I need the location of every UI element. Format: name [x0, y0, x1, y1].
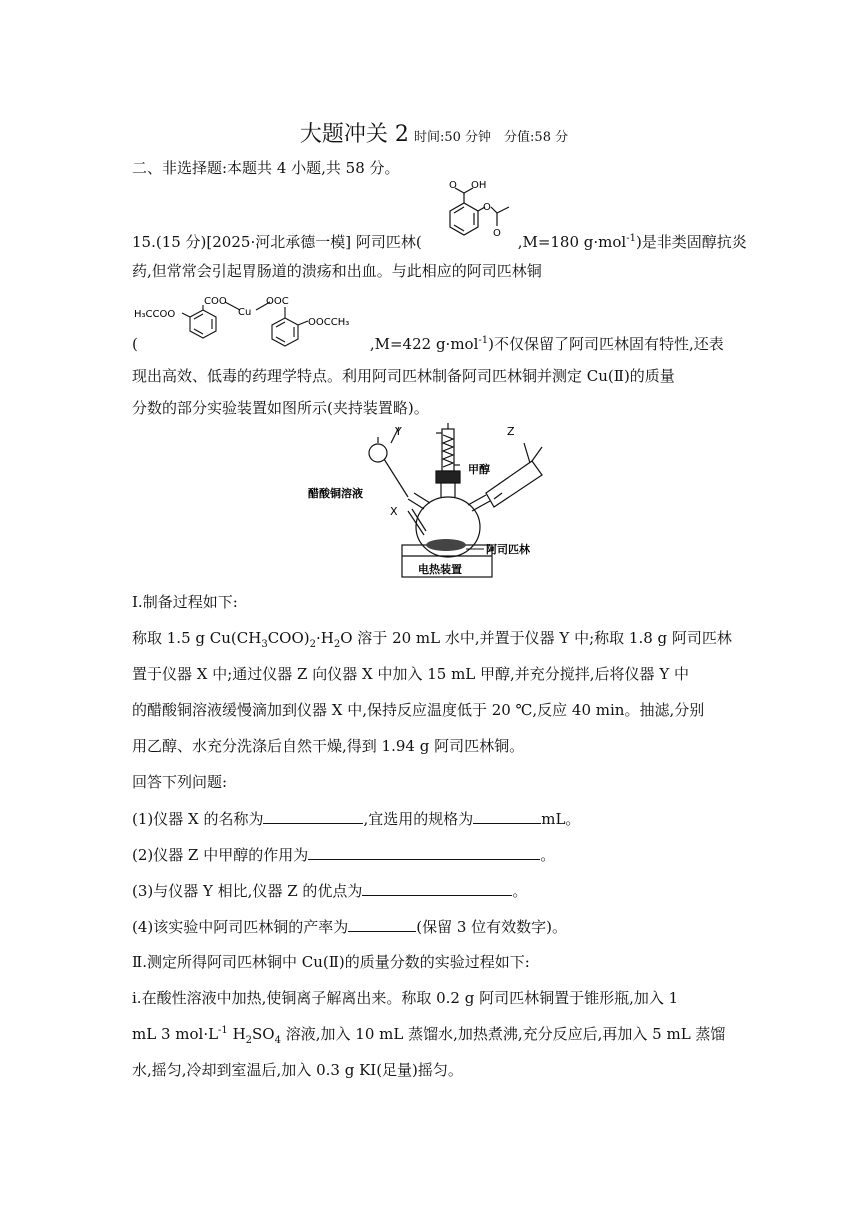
page-title [0, 117, 868, 148]
part1-line4: 用乙醇、水充分洗涤后自然干燥,得到 1.94 g 阿司匹林铜。 [132, 737, 525, 755]
question-2 [132, 844, 555, 865]
q1-blank-size[interactable] [473, 808, 541, 824]
label-cu-acetate: 醋酸铜溶液 [308, 487, 363, 500]
label-methanol: 甲醇 [468, 463, 490, 476]
q15-line3-tail: )不仅保留了阿司匹林固有特性,还表 [488, 335, 724, 353]
cu-right-label: OOCCH₃ [308, 317, 350, 328]
q15-line3 [132, 334, 724, 354]
part2-heading: Ⅱ.测定所得阿司匹林铜中 Cu(Ⅱ)的质量分数的实验过程如下: [132, 953, 530, 971]
part2-line2-d: 溶液,加入 10 mL 蒸馏水,加热煮沸,充分反应后,再加入 5 mL 蒸馏 [280, 1025, 726, 1043]
q15-line1-suffix: ,M=180 g·mol [517, 233, 627, 251]
q15-line5: 分数的部分实验装置如图所示(夹持装置略)。 [132, 399, 429, 417]
q15-line3-prefix: ( [132, 335, 138, 353]
cu-left-label: H₃CCOO [134, 309, 176, 320]
q15-line4: 现出高效、低毒的药理学特点。利用阿司匹林制备阿司匹林铜并测定 Cu(Ⅱ)的质量 [132, 367, 675, 385]
part2-line2 [132, 1024, 725, 1044]
q2-text-b: 。 [540, 846, 556, 864]
aspirin-o-label: O [449, 180, 457, 191]
q15-line3-sup: -1 [478, 335, 489, 346]
part1-line1-a: 称取 1.5 g Cu(CH [132, 629, 262, 647]
part2-line2-sup: -1 [218, 1025, 228, 1036]
q3-text-b: 。 [512, 882, 528, 900]
q15-line1-sup: -1 [626, 233, 636, 244]
part1-line1-sub2: 2 [309, 639, 316, 650]
q15-line1-prefix: 15.(15 分)[2025·河北承德一模] 阿司匹林( [132, 233, 422, 251]
part1-line1-sub1: 3 [261, 639, 268, 650]
label-z: Z [507, 425, 515, 438]
question-1 [132, 808, 580, 829]
part1-line2: 置于仪器 X 中;通过仪器 Z 向仪器 X 中加入 15 mL 甲醇,并充分搅拌,后将仪器 Y 中 [132, 665, 689, 683]
answer-intro: 回答下列问题: [132, 773, 228, 791]
q15-line3-suffix: ,M=422 g·mol [369, 335, 479, 353]
q4-blank[interactable] [348, 916, 416, 932]
part2-line3: 水,摇匀,冷却到室温后,加入 0.3 g KI(足量)摇匀。 [132, 1061, 463, 1079]
part1-line3: 的醋酸铜溶液缓慢滴加到仪器 X 中,保持反应温度低于 20 ℃,反应 40 min。抽滤,分别 [132, 701, 705, 719]
apparatus-diagram [296, 423, 596, 583]
q4-text-b: (保留 3 位有效数字)。 [416, 918, 568, 936]
cu-coo-label: COO [204, 296, 227, 307]
part1-line1-e: ·H [316, 629, 334, 647]
part1-line1-sub3: 2 [333, 639, 341, 650]
q2-text-a: (2)仪器 Z 中甲醇的作用为 [132, 846, 309, 864]
q4-text-a: (4)该实验中阿司匹林铜的产率为 [132, 918, 349, 936]
question-3 [132, 880, 527, 901]
q1-text-a: (1)仪器 X 的名称为 [132, 810, 264, 828]
part2-line2-sub1: 2 [245, 1035, 253, 1046]
part1-line1-g: O 溶于 20 mL 水中,并置于仪器 Y 中;称取 1.8 g 阿司匹林 [340, 629, 732, 647]
title-main: 大题冲关 2 [299, 122, 409, 147]
label-aspirin: 阿司匹林 [486, 543, 530, 556]
q15-line2: 药,但常常会引起胃肠道的溃疡和出血。与此相应的阿司匹林铜 [132, 262, 542, 280]
part2-line2-c: SO [252, 1025, 275, 1043]
section-header: 二、非选择题:本题共 4 小题,共 58 分。 [132, 159, 400, 177]
label-x: X [390, 505, 398, 518]
q1-blank-name[interactable] [263, 808, 363, 824]
q1-text-b: ,宜选用的规格为 [363, 810, 474, 828]
aspirin-oh-label: OH [471, 180, 487, 191]
part2-line2-b: H [227, 1025, 246, 1043]
part1-line1 [132, 628, 732, 648]
part1-heading: Ⅰ.制备过程如下: [132, 593, 238, 611]
q15-line1 [132, 232, 747, 252]
question-4 [132, 916, 567, 937]
title-meta: 时间:50 分钟 分值:58 分 [413, 130, 569, 145]
part1-line1-c: COO) [267, 629, 310, 647]
part2-line1: ⅰ.在酸性溶液中加热,使铜离子解离出来。称取 0.2 g 阿司匹林铜置于锥形瓶,加入 1 [132, 989, 679, 1007]
q15-line1-tail: )是非类固醇抗炎 [635, 233, 747, 251]
cu-center-label: Cu [238, 307, 252, 318]
part2-line2-sub2: 4 [274, 1035, 281, 1046]
q1-text-c: mL。 [541, 810, 581, 828]
q2-blank[interactable] [308, 844, 540, 860]
aspirin-carbonyl-o-label: O [493, 228, 501, 239]
label-heater: 电热装置 [418, 563, 462, 576]
aspirin-ester-o-label: O [483, 202, 491, 213]
part2-line2-a: mL 3 mol·L [132, 1025, 219, 1043]
label-y: Y [395, 425, 402, 438]
q3-text-a: (3)与仪器 Y 相比,仪器 Z 的优点为 [132, 882, 363, 900]
cu-ooc-label: OOC [266, 296, 289, 307]
q3-blank[interactable] [362, 880, 512, 896]
